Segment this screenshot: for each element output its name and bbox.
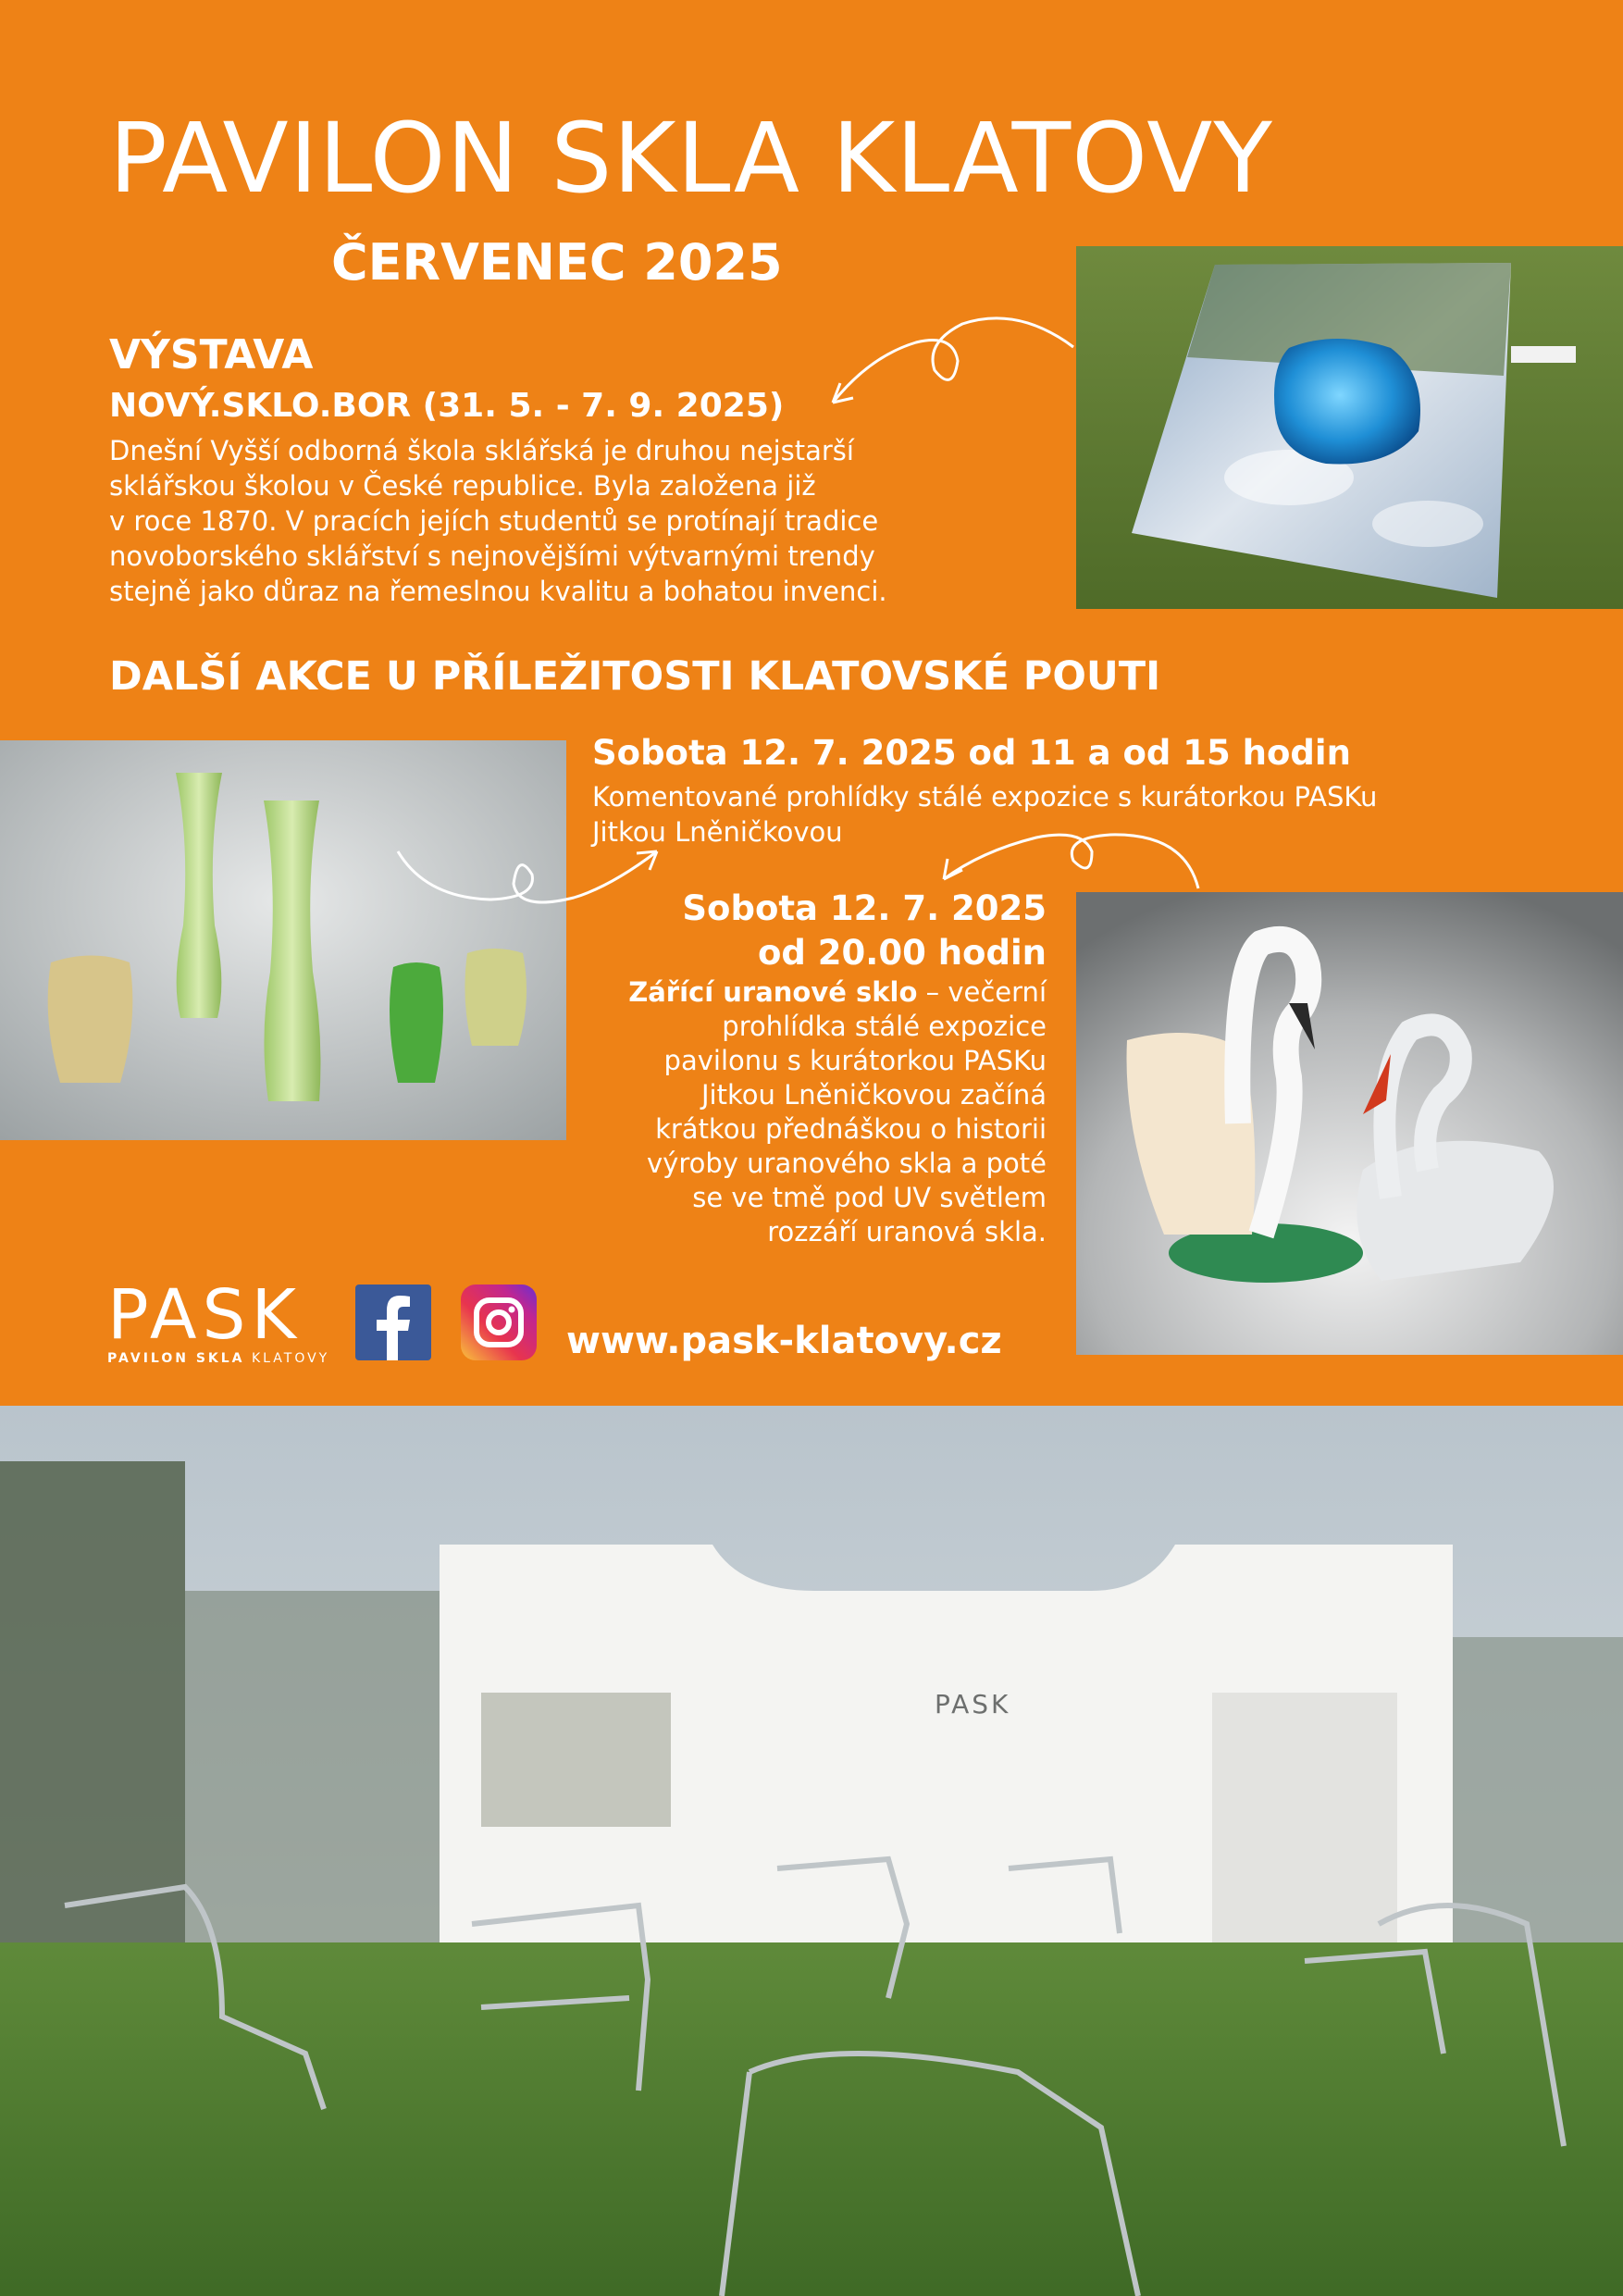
pavilion-building-photo <box>0 1406 1623 2296</box>
exhibition-line: sklářskou školou v České republice. Byla založena již <box>109 470 816 502</box>
event2-line: rozzáří uranová skla. <box>767 1216 1047 1247</box>
event1-date: Sobota 12. 7. 2025 od 11 a od 15 hodin <box>592 733 1351 773</box>
pask-logo <box>107 1275 330 1366</box>
page-subtitle: ČERVENEC 2025 <box>331 233 783 292</box>
exhibition-heading: VÝSTAVA <box>109 331 314 379</box>
event2-time-line: od 20.00 hodin <box>758 933 1047 973</box>
glass-swans-photo <box>1076 892 1623 1355</box>
exhibition-line: v roce 1870. V pracích jejích studentů se protínají tradice <box>109 505 879 537</box>
event2-line: Jitkou Lněničkovou začíná <box>701 1079 1047 1111</box>
instagram-icon[interactable] <box>461 1285 537 1360</box>
event1-line: Jitkou Lněničkovou <box>592 816 843 848</box>
building-sign: PASK <box>935 1689 1011 1719</box>
glass-sculpture-photo <box>1076 246 1623 609</box>
curly-arrow-icon <box>814 305 1092 416</box>
event1-line: Komentované prohlídky stálé expozice s kurátorkou PASKu <box>592 781 1378 813</box>
event1-description <box>592 779 1377 850</box>
event2-date-line: Sobota 12. 7. 2025 <box>682 888 1047 928</box>
event2-line: se ve tmě pod UV světlem <box>692 1182 1047 1213</box>
art-nouveau-vases-photo <box>0 740 566 1140</box>
events-heading: DALŠÍ AKCE U PŘÍLEŽITOSTI KLATOVSKÉ POUTI <box>109 653 1161 700</box>
website-link[interactable]: www.pask-klatovy.cz <box>566 1320 1002 1362</box>
facebook-icon[interactable] <box>355 1285 431 1360</box>
exhibition-description <box>109 433 1035 609</box>
event2-line: – večerní <box>917 976 1047 1008</box>
exhibition-line: stejně jako důraz na řemeslnou kvalitu a bohatou invenci. <box>109 576 887 607</box>
pask-logo-sub-bold: PAVILON SKLA <box>107 1351 245 1366</box>
event2-line: prohlídka stálé expozice <box>722 1011 1047 1042</box>
exhibition-name: NOVÝ.SKLO.BOR (31. 5. - 7. 9. 2025) <box>109 387 785 425</box>
page-title: PAVILON SKLA KLATOVY <box>109 102 1273 215</box>
event2-date <box>682 887 1047 975</box>
exhibition-line: novoborského sklářství s nejnovějšími výtvarnými trendy <box>109 540 875 572</box>
event2-line: výroby uranového skla a poté <box>647 1148 1047 1179</box>
exhibition-line: Dnešní Vyšší odborná škola sklářská je druhou nejstarší <box>109 435 854 466</box>
event2-line: pavilonu s kurátorkou PASKu <box>663 1045 1047 1076</box>
pask-logo-subtitle <box>107 1351 329 1366</box>
event2-description <box>628 975 1047 1249</box>
pask-logo-sub-light: KLATOVY <box>251 1351 330 1366</box>
event2-highlight: Zářící uranové sklo <box>628 976 918 1008</box>
pask-logo-text: PASK <box>107 1275 303 1355</box>
event2-line: krátkou přednáškou o historii <box>655 1113 1047 1145</box>
